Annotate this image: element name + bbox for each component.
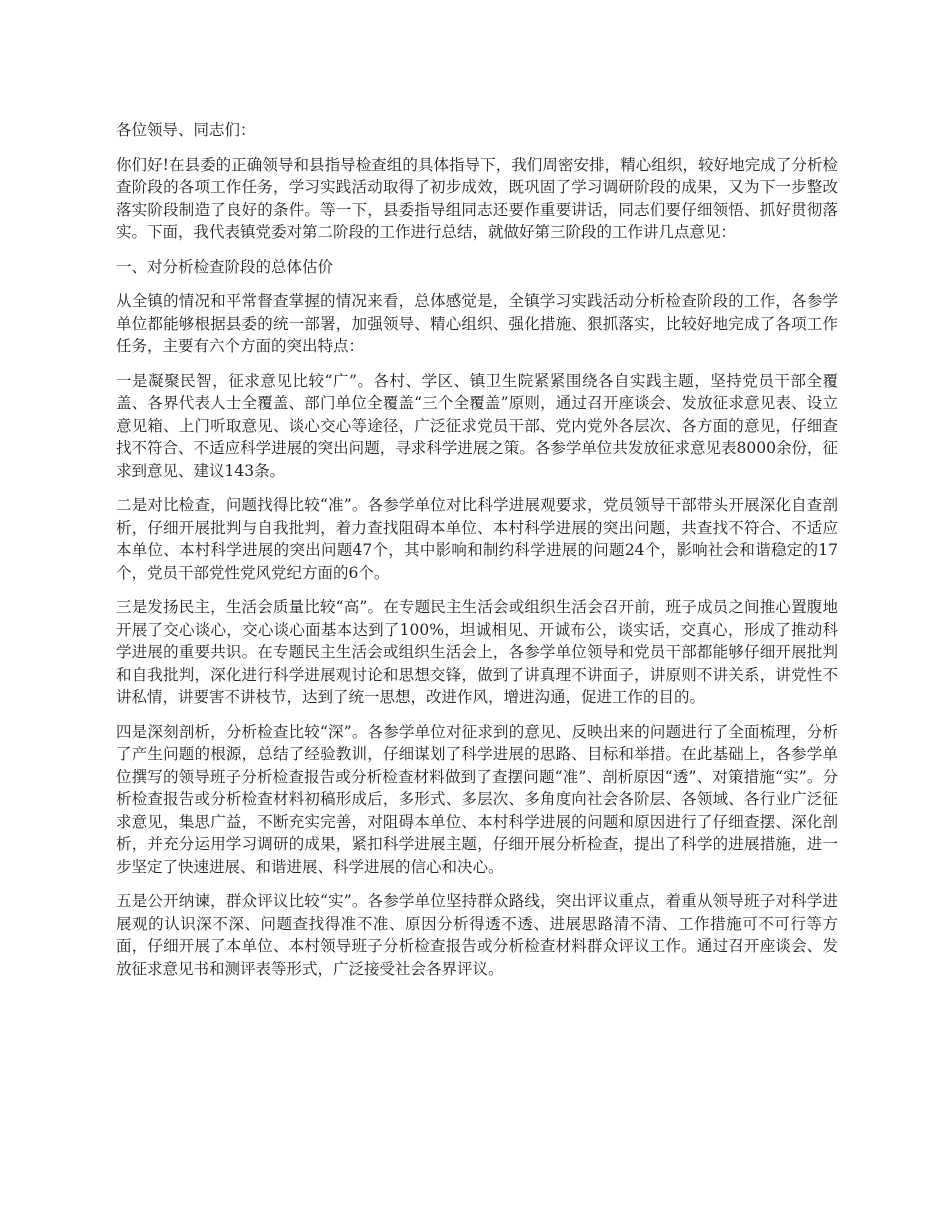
salutation: 各位领导、同志们： xyxy=(116,121,256,139)
section-heading: 一、对分析检查阶段的总体估价 xyxy=(116,257,334,276)
paragraph-overview: 从全镇的情况和平常督查掌握的情况来看，总体感觉是，全镇学习实践活动分析检查阶段的工作，各参学单位都能够根据县委的统一部署，加强领导、精心组织、强化措施、狠抓落实，比较好地完成了各项工作任务，主要有六个方面的突出特点： xyxy=(116,292,838,355)
paragraph-point-4: 四是深刻剖析，分析检查比较“深”。各参学单位对征求到的意见、反映出来的问题进行了全面梳理，分析了产生问题的根源，总结了经验教训，仔细谋划了科学进展的思路、目标和举措。在此基础上，各参学单位撰写的领导班子分析检查报告或分析检查材料做到了查摆问题“准”、剖析原因“透”、对策措施“实”。分析检查报告或分析检查材料初稿形成后，多形式、多层次、多角度向社会各阶层、各领域、各行业广泛征求意见，集思广益，不断充实完善，对阻碍本单位、本村科学进展的问题和原因进行了仔细查摆、深化剖析，并充分运用学习调研的成果，紧扣科学进展主题，仔细开展分析检查，提出了科学的进展措施，进一步坚定了快速进展、和谐进展、科学进展的信心和决心。 xyxy=(116,722,838,876)
paragraph-point-5: 五是公开纳谏，群众评议比较“实”。各参学单位坚持群众路线，突出评议重点，着重从领导班子对科学进展观的认识深不深、问题查找得准不准、原因分析得透不透、进展思路清不清、工作措施可不可行等方面，仔细开展了本单位、本村领导班子分析检查报告或分析检查材料群众评议工作。通过召开座谈会、发放征求意见书和测评表等形式，广泛接受社会各界评议。 xyxy=(116,892,838,978)
document-body xyxy=(116,119,838,992)
paragraph-point-3: 三是发扬民主，生活会质量比较“高”。在专题民主生活会或组织生活会召开前，班子成员之间推心置腹地开展了交心谈心，交心谈心面基本达到了100%，坦诚相见、开诚布公，谈实话，交真心，形成了推动科学进展的重要共识。在专题民主生活会或组织生活会上，各参学单位领导和党员干部都能够仔细开展批判和自我批判，深化进行科学进展观讨论和思想交锋，做到了讲真理不讲面子，讲原则不讲关系，讲党性不讲私情，讲要害不讲枝节，达到了统一思想，改进作风，增进沟通，促进工作的目的。 xyxy=(116,598,838,706)
paragraph-point-1: 一是凝聚民智，征求意见比较“广”。各村、学区、镇卫生院紧紧围绕各自实践主题，坚持党员干部全覆盖、各界代表人士全覆盖、部门单位全覆盖“三个全覆盖”原则，通过召开座谈会、发放征求意见表、设立意见箱、上门听取意见、谈心交心等途径，广泛征求党员干部、党内党外各层次、各方面的意见，仔细查找不符合、不适应科学进展的突出问题，寻求科学进展之策。各参学单位共发放征求意见表8000余份，征求到意见、建议143条。 xyxy=(116,371,838,480)
paragraph-opening: 你们好!在县委的正确领导和县指导检查组的具体指导下，我们周密安排，精心组织，较好地完成了分析检查阶段的各项工作任务，学习实践活动取得了初步成效，既巩固了学习调研阶段的成果，又为下一步整改落实阶段制造了良好的条件。等一下，县委指导组同志还要作重要讲话，同志们要仔细领悟、抓好贯彻落实。下面，我代表镇党委对第二阶段的工作进行总结，就做好第三阶段的工作讲几点意见： xyxy=(116,155,838,241)
paragraph-point-2: 二是对比检查，问题找得比较“准”。各参学单位对比科学进展观要求，党员领导干部带头开展深化自查剖析，仔细开展批判与自我批判，着力查找阻碍本单位、本村科学进展的突出问题，共查找不符合、不适应本单位、本村科学进展的突出问题47个，其中影响和制约科学进展的问题24个，影响社会和谐稳定的17个，党员干部党性党风党纪方面的6个。 xyxy=(116,496,838,582)
